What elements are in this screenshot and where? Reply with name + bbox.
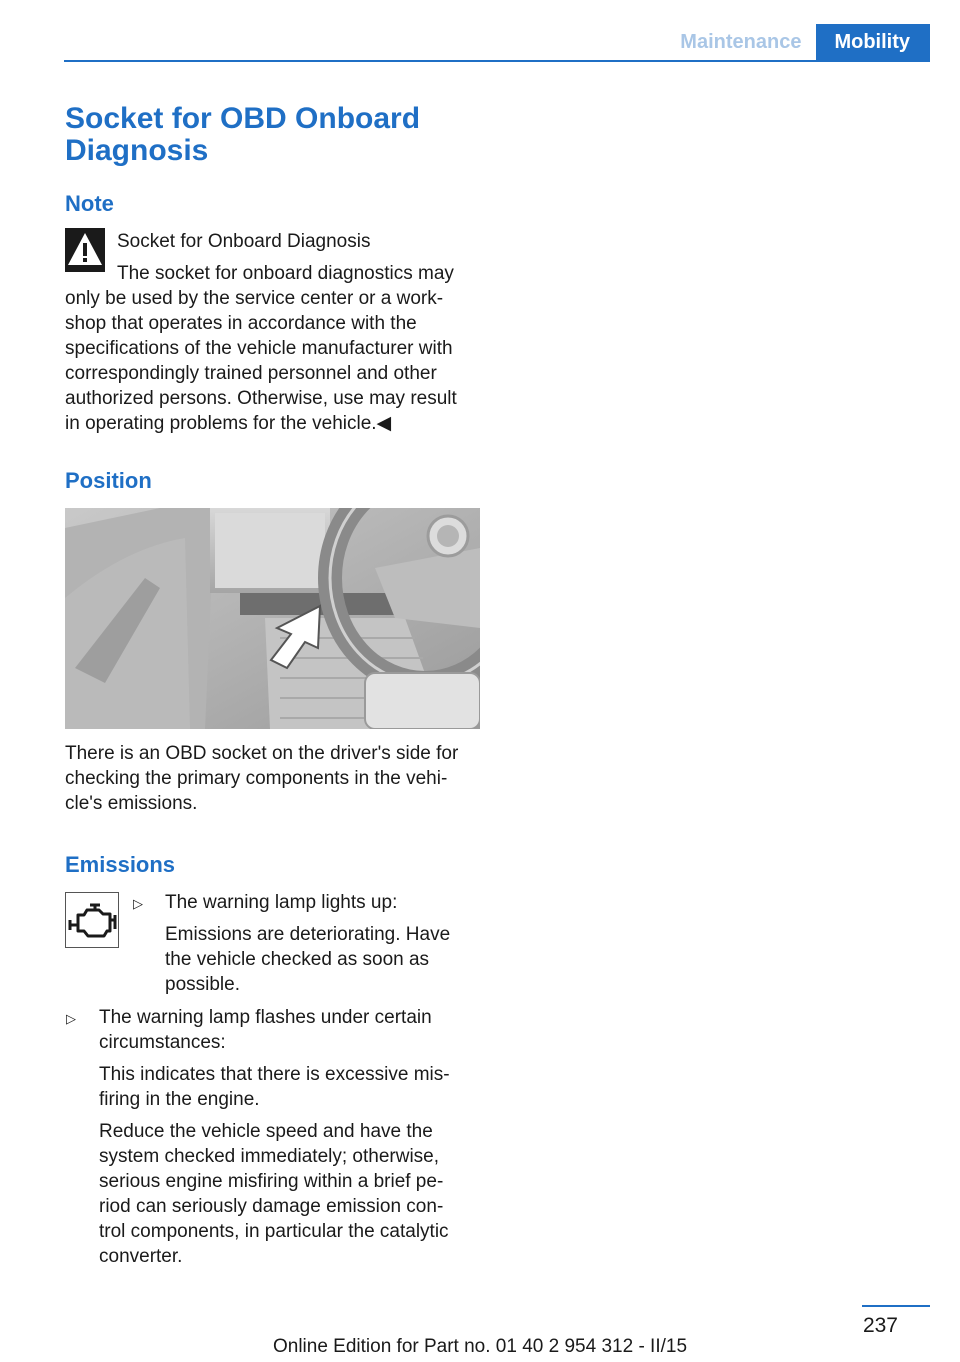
emissions-heading: Emissions [65,852,176,877]
tab-maintenance[interactable]: Maintenance [680,31,802,53]
text-line: authorized persons. Otherwise, use may result [65,388,457,409]
text-line: trol components, in particular the catalytic [99,1221,449,1242]
footer-rule [862,1305,930,1307]
warning-title: Socket for Onboard Diagnosis [117,231,371,252]
text-line: the vehicle checked as soon as [165,949,430,970]
text-line: Emissions are deteriorating. Have [165,924,451,945]
text-line: correspondingly trained personnel and other [65,363,437,384]
text-line: in operating problems for the vehicle.◀ [65,413,392,434]
note-heading: Note [65,191,114,216]
text-line: system checked immediately; otherwise, [99,1146,440,1167]
check-engine-icon [65,892,119,948]
tab-mobility[interactable]: Mobility [816,24,930,60]
text-line: cle's emissions. [65,793,198,814]
text-line: only be used by the service center or a work‐ [65,288,444,309]
page-title: Socket for OBD Onboard Diagnosis [65,102,421,167]
obd-socket-photo [65,508,480,729]
text-line: checking the primary components in the vehi‐ [65,768,448,789]
emissions-item-2 [99,1005,480,1269]
position-text [65,741,480,816]
dashboard-illustration [65,508,480,729]
warning-line-1: The socket for onboard diagnostics may [117,263,454,284]
edition-line: Online Edition for Part no. 01 40 2 954 312 - II/15 [272,1336,688,1357]
page-number: 237 [862,1314,898,1337]
text-line: circumstances: [99,1032,226,1053]
bullet-marker: ▷ [133,896,143,911]
text-line: shop that operates in accordance with the [65,313,417,334]
text-line: riod can seriously damage emission con‐ [99,1196,444,1217]
text-line: possible. [165,974,240,995]
emissions-item-1 [165,890,480,997]
position-heading: Position [65,468,152,493]
bullet-marker: ▷ [66,1011,76,1026]
section-tabs [665,24,930,60]
item-label: The warning lamp lights up: [165,892,398,913]
text-line: The warning lamp flashes under certain [99,1007,432,1028]
text-line: Reduce the vehicle speed and have the [99,1121,433,1142]
warning-body [65,286,480,436]
text-line: This indicates that there is excessive mis‐ [99,1064,450,1085]
text-line: There is an OBD socket on the driver's side for [65,743,459,764]
text-line: serious engine misfiring within a brief pe‐ [99,1171,444,1192]
header-rule [64,60,930,62]
text-line: specifications of the vehicle manufacturer with [65,338,453,359]
text-line: converter. [99,1246,183,1267]
text-line: firing in the engine. [99,1089,260,1110]
